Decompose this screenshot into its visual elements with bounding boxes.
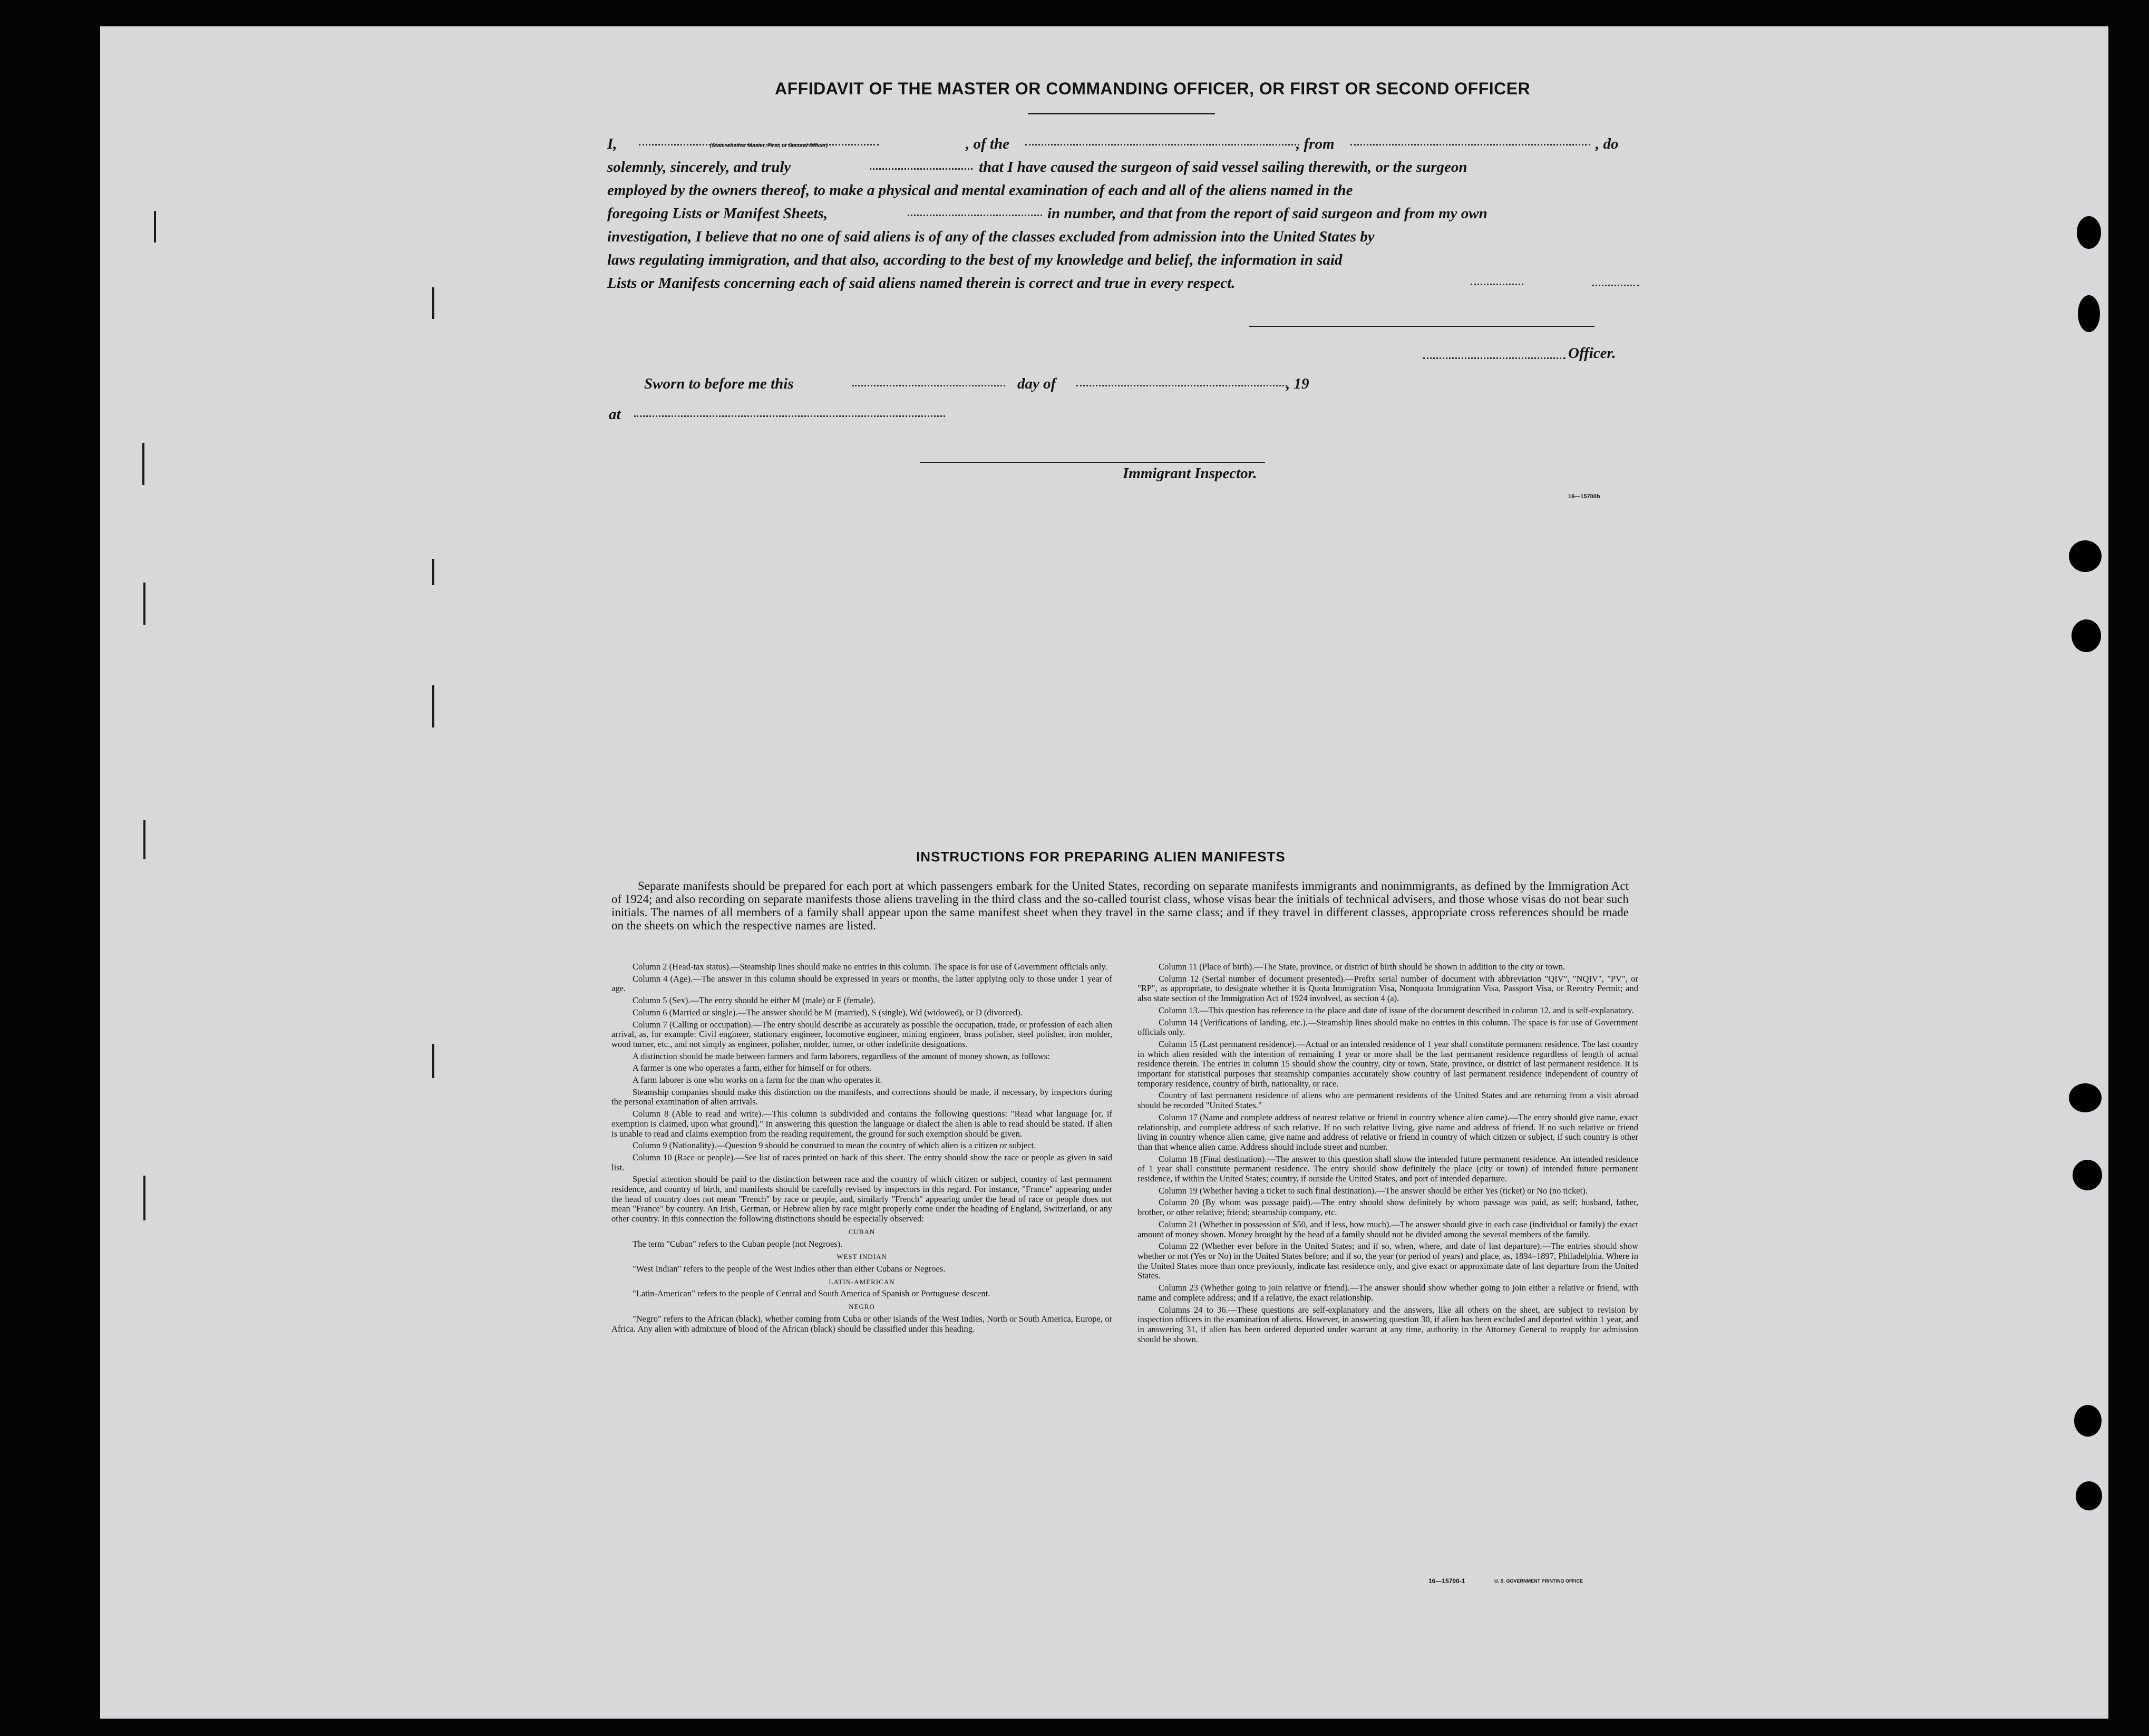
sworn-day-blank [852, 385, 1005, 386]
affidavit-from: , from [1296, 135, 1335, 152]
affidavit-in-number: in number, and that from the report of said surgeon and from my own [1047, 205, 1487, 222]
column-label: Column 5 (Sex). [633, 995, 691, 1006]
instruction-text: The term "Cuban" refers to the Cuban people (not Negroes). [633, 1238, 843, 1249]
column-label: Column 14 (Verifications of landing, etc.). [1159, 1017, 1308, 1027]
column-label: Column 17 (Name and complete address of nearest relative or friend in country whence alien came). [1159, 1112, 1510, 1122]
affidavit-of-the: , of the [966, 135, 1009, 152]
column-label: Column 9 (Nationality). [633, 1140, 717, 1151]
binder-hole [2076, 1481, 2102, 1510]
instruction-paragraph [611, 1052, 1112, 1062]
instruction-paragraph [611, 1239, 1112, 1249]
sworn-year: , 19 [1286, 375, 1309, 392]
sworn-line [644, 372, 1593, 395]
column-label: Column 8 (Able to read and write). [633, 1109, 764, 1119]
instruction-text: —See list of races printed on back of this sheet. The entry should show the race or people as given in said list. [611, 1152, 1112, 1172]
affidavit-i: I, [607, 135, 617, 152]
instruction-text: —The answer to this question shall show the intended future permanent residence. An intended residence of 1 year shall constitute permanent residence. The entry should show definitely the place (city or town) of intended future permanent residence, if within the United States; country, if outside the United States, and port of intended departure. [1137, 1153, 1638, 1184]
column-label: Column 13. [1159, 1005, 1200, 1015]
instruction-paragraph [1137, 1155, 1638, 1184]
instruction-paragraph [1137, 1186, 1638, 1196]
column-label: Column 10 (Race or people). [633, 1152, 736, 1162]
affidavit-surgeon: that I have caused the surgeon of said vessel sailing therewith, or the surgeon [979, 159, 1467, 176]
trailing-marks [1592, 285, 1639, 286]
instruction-paragraph [1137, 1006, 1638, 1016]
instruction-paragraph [611, 1175, 1112, 1224]
sworn-place-blank [634, 415, 945, 417]
instruction-text: —The entry should show definitely by whom passage was paid, as self; husband, father, brother, or other relative; friend; steamship company, etc. [1137, 1197, 1638, 1218]
instruction-text: Steamship companies should make this distinction on the manifests, and corrections should be made, if necessary, by inspectors during the personal examination of alien arrivals. [611, 1087, 1112, 1107]
officer-label: Officer. [1568, 345, 1616, 362]
vessel-blank [1025, 144, 1299, 146]
edge-mark [143, 1176, 145, 1220]
column-label: Column 4 (Age). [633, 973, 693, 984]
instruction-text: —The answer should give in each case (individual or family) the exact amount of money shown. Money brought by the head of a family should not be divided among the several members of the family. [1137, 1219, 1638, 1239]
column-label: Column 23 (Whether going to join relative or friend). [1159, 1283, 1350, 1293]
column-label: Column 7 (Calling or occupation). [633, 1019, 753, 1030]
sworn-blank [870, 168, 973, 170]
binder-hole [2077, 216, 2101, 249]
affidavit-line-3: employed by the owners thereof, to make a physical and mental examination of each and all of the aliens named in the [607, 182, 1353, 199]
instruction-text: —The entry should be either M (male) or F (female). [690, 995, 876, 1006]
instruction-paragraph [1137, 1040, 1638, 1089]
affidavit-line-7: Lists or Manifests concerning each of said aliens named therein is correct and true in every respect. [607, 275, 1236, 292]
form-footer-number: 16—15700-1 [1428, 1577, 1465, 1585]
affidavit-foregoing: foregoing Lists or Manifest Sheets, [607, 205, 828, 222]
sworn-at-line [609, 403, 978, 426]
instruction-paragraph [611, 974, 1112, 994]
binder-hole [2073, 1160, 2102, 1190]
affidavit-do: , do [1596, 135, 1619, 152]
binder-hole [2069, 540, 2102, 572]
sworn-at: at [609, 406, 621, 423]
instructions-title: INSTRUCTIONS FOR PREPARING ALIEN MANIFESTS [916, 849, 1286, 865]
column-label: Column 12 (Serial number of document presented). [1159, 973, 1346, 984]
instruction-paragraph [611, 1109, 1112, 1139]
instruction-text: —The entry should describe as accurately as possible the occupation, trade, or profession of each alien arrival, as, for example: Civil engineer, stationary engineer, locomotive engineer, mining engineer, brass polisher, steel polisher, iron molder, wood turner, etc., and not simply as engineer, polisher, molder, turner, or other indefinite designations. [611, 1019, 1112, 1049]
instruction-text: —Question 9 should be construed to mean the country of which alien is a citizen or subject. [716, 1140, 1036, 1151]
instruction-text: —The answer should be M (married), S (single), Wd (widowed), or D (divorced). [737, 1007, 1023, 1017]
affidavit-line-6: laws regulating immigration, and that also, according to the best of my knowledge and belief, the information in said [607, 251, 1343, 268]
instruction-paragraph [611, 1020, 1112, 1050]
edge-mark [154, 211, 156, 243]
instruction-text: A farmer is one who operates a farm, either for himself or for others. [633, 1063, 872, 1073]
instruction-text: —This question has reference to the place and date of issue of the document described in column 12, and is self-explanatory. [1199, 1005, 1634, 1015]
instruction-text: —The answer should be either Yes (ticket) or No (no ticket). [1376, 1185, 1588, 1196]
instruction-text: —The State, province, or district of birth should be shown in addition to the city or town. [1254, 962, 1565, 972]
column-label: Column 20 (By whom was passage paid). [1159, 1197, 1312, 1208]
column-label: Column 22 (Whether ever before in the United States; and if so, when, where, and date of last departure). [1159, 1241, 1542, 1252]
instruction-paragraph [611, 1264, 1112, 1274]
instruction-text: —Steamship lines should make no entries in this column. The space is for use of Government officials only. [1137, 1017, 1638, 1037]
instruction-paragraph [1137, 1091, 1638, 1110]
race-heading: CUBAN [848, 1227, 876, 1236]
instruction-paragraph [1137, 1283, 1638, 1303]
sworn-day-of: day of [1017, 375, 1056, 392]
instruction-text: Special attention should be paid to the distinction between race and the country of which citizen or subject, country of last permanent residence, and country of birth, and manifests should be carefully revised by inspectors in this regard. For instance, "France" appearing under the head of country does not mean "French" by race or people, and, similarly "French" appearing under the head of race or people does not mean "France" by country. An Irish, German, or Hebrew alien by race might properly come under the heading of England, Switzerland, or any other country. In this connection the following distinctions should be especially observed: [611, 1174, 1112, 1224]
instruction-paragraph [1137, 1198, 1638, 1217]
rank-note: (State whether Master, First, or Second Officer) [710, 143, 828, 149]
instruction-text: —Actual or an intended residence of 1 year shall constitute permanent residence. The last country in which alien resided with the intention of remaining 1 year or more shall be the last permanent residence regardless of length of actual residence therein. The entries in column 15 should show the country, city or town, State, province, or district of last permanent residence. It is important for statistical purposes that steamship companies accurately show country of last permanent residence independent of country of temporary residence, country of birth, nationality, or race. [1137, 1039, 1639, 1089]
instruction-text: "Latin-American" refers to the people of Central and South America of Spanish or Portuguese descent. [633, 1288, 990, 1299]
instruction-text: —The entry should give name, exact relationship, and complete address of such relative. If no such relative living, give name and address of friend. If no such relative or friend living in country whence alien came, give name and address of relative or friend in country of which citizen or subject, if such country is other than that whence alien came. Address should include street and number. [1137, 1112, 1638, 1152]
port-blank [1350, 144, 1590, 146]
edge-mark [432, 685, 434, 728]
instruction-text: —Steamship lines should make no entries in this column. The space is for use of Government officials only. [731, 962, 1107, 972]
instruction-paragraph [611, 996, 1112, 1006]
form-number: 16—15700b [1568, 493, 1600, 500]
instruction-paragraph [611, 1075, 1112, 1085]
column-label: Column 19 (Whether having a ticket to such final destination). [1159, 1185, 1377, 1196]
instruction-text: —The answer in this column should be expressed in years or months, the latter applying only to those under 1 year of age. [611, 973, 1112, 994]
instruction-text: —The answer should show whether going to join either a relative or friend, with name and complete address; and if a relative, the exact relationship. [1137, 1283, 1638, 1303]
title-underline [1028, 113, 1215, 114]
instruction-text: —These questions are self-explanatory and the answers, like all others on the sheet, are subject to revision by inspection officers in the examination of aliens. However, in answering question 30, if alien has been excluded and deported within 1 year, and in answering 31, if alien has been ordered deported under warrant at any time, authority in the Attorney General to reapply for admission should be shown. [1137, 1304, 1638, 1344]
instruction-paragraph [1137, 1018, 1638, 1037]
instruction-paragraph [611, 1008, 1112, 1018]
column-label: Column 15 (Last permanent residence). [1159, 1039, 1297, 1049]
instruction-paragraph [611, 962, 1112, 972]
race-heading: LATIN-AMERICAN [829, 1277, 895, 1286]
column-label: Columns 24 to 36. [1159, 1304, 1228, 1315]
signature-line [1249, 326, 1594, 327]
affidavit-line-4 [607, 202, 1630, 225]
instruction-paragraph [1137, 1113, 1638, 1152]
instruction-paragraph [611, 1314, 1112, 1334]
affidavit-line-1 [607, 132, 1630, 156]
instruction-text: —Prefix serial number of document with abbreviation "QIV", "NQIV", "PV", or "RP", as appropriate, to designate whether it is Quota Immigration Visa, Nonquota Immigration Visa, Passport Visa, or Reentry Permit; and also state section of the Immigration Act of 1924 involved, as section 4 (a). [1137, 973, 1638, 1004]
edge-mark [432, 287, 434, 319]
instruction-paragraph [611, 1153, 1112, 1172]
affidavit-title: AFFIDAVIT OF THE MASTER OR COMMANDING OFFICER, OR FIRST OR SECOND OFFICER [775, 79, 1531, 98]
binder-hole [2074, 1405, 2102, 1437]
instruction-paragraph [611, 1289, 1112, 1299]
instruction-paragraph [611, 1141, 1112, 1151]
instruction-paragraph [1137, 974, 1638, 1004]
column-label: Column 11 (Place of birth). [1159, 962, 1255, 972]
edge-mark [143, 820, 145, 859]
column-label: Column 2 (Head-tax status). [633, 962, 731, 972]
instruction-paragraph [611, 1088, 1112, 1107]
instruction-text: A farm laborer is one who works on a farm for the man who operates it. [633, 1075, 882, 1085]
inspector-label: Immigrant Inspector. [1123, 465, 1257, 482]
instruction-paragraph [1137, 1305, 1638, 1345]
count-blank [908, 215, 1042, 216]
affidavit-solemnly: solemnly, sincerely, and truly [607, 159, 791, 176]
gpo-imprint: U. S. GOVERNMENT PRINTING OFFICE [1494, 1578, 1583, 1584]
instruction-text: Country of last permanent residence of aliens who are permanent residents of the United States and are returning from a visit abroad should be recorded "United States." [1137, 1090, 1638, 1111]
instruction-text: A distinction should be made between farmers and farm laborers, regardless of the amount of money shown, as follows: [633, 1051, 1050, 1061]
binder-hole [2072, 619, 2101, 652]
instructions-right-column [1137, 962, 1638, 1346]
column-label: Column 18 (Final destination). [1159, 1153, 1267, 1164]
column-label: Column 21 (Whether in possession of $50, and if less, how much). [1159, 1219, 1392, 1229]
race-heading: NEGRO [849, 1303, 875, 1311]
edge-mark [142, 443, 144, 485]
instruction-text: "Negro" refers to the African (black), whether coming from Cuba or other islands of the West Indies, North or South America, Europe, or Africa. Any alien with admixture of blood of the African (black) should be classified under this heading. [611, 1313, 1112, 1334]
affidavit-line-5: investigation, I believe that no one of said aliens is of any of the classes excluded from admission into the United States by [607, 228, 1375, 245]
race-heading: WEST INDIAN [837, 1253, 887, 1261]
trailing-marks [1471, 284, 1523, 285]
instructions-intro: Separate manifests should be prepared for each port at which passengers embark for the United States, recording on separate manifests immigrants and nonimmigrants, as defined by the Immigration Act of 1924; and also recording on separate manifests those aliens traveling in the third class and the so-called tourist class, whose visas bear the initials of technical advisers, and those whose visas do not bear such initials. The names of all members of a family shall appear upon the same manifest sheet when they travel in the same class; and if they travel in different classes, appropriate cross references should be made on the sheets on which the respective names are listed. [611, 879, 1629, 932]
edge-mark [432, 559, 434, 585]
instruction-paragraph [1137, 1220, 1638, 1239]
instruction-paragraph [611, 1063, 1112, 1073]
instructions-left-column [611, 962, 1112, 1336]
edge-mark [143, 583, 145, 625]
sworn-month-blank [1076, 385, 1287, 386]
instruction-text: "West Indian" refers to the people of the West Indies other than either Cubans or Negroes. [633, 1263, 946, 1274]
edge-mark [432, 1044, 434, 1078]
instruction-paragraph [1137, 1242, 1638, 1281]
binder-hole [2078, 295, 2100, 332]
instruction-text: —This column is subdivided and contains the following questions: "Read what language [or, if exemption is claimed, upon what ground]." In answering this question the language or dialect the alien is able to read should be stated. If alien is unable to read and claims exemption from the reading requirement, the ground for such exemption should be given. [611, 1109, 1112, 1139]
column-label: Column 6 (Married or single). [633, 1007, 738, 1017]
affidavit-line-2 [607, 156, 1630, 179]
binder-hole [2069, 1083, 2102, 1112]
officer-signature-blank [1423, 357, 1565, 359]
sworn-before-me: Sworn to before me this [644, 375, 794, 392]
instruction-paragraph [1137, 962, 1638, 972]
instruction-text: —The entries should show whether or not (Yes or No) in the United States before; and if so, the year (or period of years) and place, as, 1894–1897, Philadelphia. Where in the United States more than once previously, indicate last residence only, and give exact or approximate date of last departure from the United States. [1137, 1241, 1638, 1281]
